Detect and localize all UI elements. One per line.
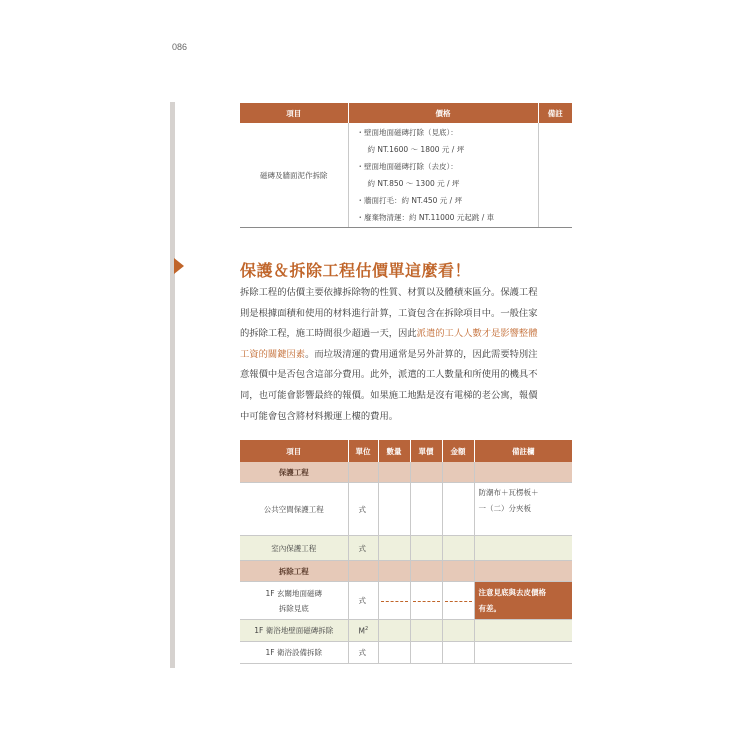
unit-cell: 式 [348, 642, 378, 664]
header-note: 備註 [538, 103, 572, 123]
table-row [240, 123, 572, 228]
item-cell: 公共空間保護工程 [240, 483, 348, 536]
item-cell: 1F 衛浴地壁面磁磚拆除 [240, 620, 348, 642]
header-amount: 金額 [442, 440, 474, 462]
price-line: ・牆面打毛：約 NT.450 元 / 坪 [356, 196, 463, 205]
table-row [240, 642, 572, 664]
item-line: 拆除見底 [278, 603, 309, 613]
highlight-text: 工資的關鍵因素 [240, 348, 306, 360]
remarks-line: 注意見底與去皮價格 [478, 587, 546, 597]
price-line: 約 NT.1600 ～ 1800 元 / 坪 [367, 145, 465, 154]
table-row [240, 536, 572, 561]
page-number: 086 [172, 42, 188, 52]
header-item: 項目 [240, 440, 348, 462]
item-cell [240, 582, 348, 620]
header-quantity: 數量 [378, 440, 410, 462]
table-header-row [240, 103, 572, 123]
unit-cell: 式 [348, 483, 378, 536]
remarks-cell [474, 483, 572, 536]
price-line: 約 NT.850 ～ 1300 元 / 坪 [367, 179, 460, 188]
header-unit: 單位 [348, 440, 378, 462]
header-price: 價格 [348, 103, 538, 123]
dashed-connector [410, 582, 442, 620]
section-title: 保護＆拆除工程估價單這麼看！ [240, 261, 472, 280]
category-label: 拆除工程 [240, 561, 348, 582]
paragraph-line [240, 345, 574, 366]
unit-cell [348, 620, 378, 642]
unit-cell: 式 [348, 582, 378, 620]
paragraph-line: 則是根據面積和使用的材料進行計算，工資包含在拆除項目中。一般住家 [240, 307, 538, 319]
price-line: ・壁面地面磁磚打除（見底）： [356, 128, 458, 137]
margin-bar [170, 102, 175, 668]
category-label: 保護工程 [240, 462, 348, 483]
remarks-callout [474, 582, 572, 620]
paragraph-line [240, 324, 574, 345]
item-cell: 磁磚及牆面泥作拆除 [240, 123, 348, 228]
item-cell: 室內保護工程 [240, 536, 348, 561]
unit-cell: 式 [348, 536, 378, 561]
body-paragraph [240, 283, 574, 427]
estimate-table [240, 440, 572, 664]
table-row [240, 620, 572, 642]
paragraph-line: 拆除工程的估價主要依據拆除物的性質、材質以及體積來區分。保護工程 [240, 287, 538, 298]
dashed-connector [442, 582, 474, 620]
remarks-line: 有差。 [478, 603, 501, 613]
paragraph-text: 。而垃圾清運的費用通常是另外計算的，因此需要特別注 [305, 348, 538, 360]
item-line: 1F 玄關地面磁磚 [265, 588, 322, 598]
header-remarks: 備註欄 [474, 440, 572, 462]
paragraph-line: 意報價中是否包含這部分費用。此外，派遣的工人數量和所使用的機具不 [240, 369, 538, 381]
category-row [240, 462, 572, 483]
price-line: ・廢棄物清運：約 NT.11000 元起跳 / 車 [356, 213, 495, 222]
price-line: ・壁面地面磁磚打除（去皮）： [356, 162, 458, 171]
paragraph-text: 的拆除工程，施工時間很少超過一天，因此 [240, 328, 417, 340]
demolition-price-table [240, 103, 572, 228]
item-cell: 1F 衛浴設備拆除 [240, 642, 348, 664]
highlight-text: 派遣的工人人數才是影響整體 [416, 328, 538, 340]
paragraph-line: 同，也可能會影響最終的報價。如果施工地點是沒有電梯的老公寓，報價 [240, 389, 538, 401]
header-item: 項目 [240, 103, 348, 123]
header-unit-price: 單價 [410, 440, 442, 462]
category-row [240, 561, 572, 582]
unit-text: M [358, 626, 365, 636]
dashed-connector [378, 582, 410, 620]
note-cell [538, 123, 572, 228]
remarks-line: 一（二）分夾板 [478, 504, 531, 513]
table-row [240, 582, 572, 620]
section-arrow-icon [174, 258, 184, 274]
table-row [240, 483, 572, 536]
table-header-row [240, 440, 572, 462]
unit-superscript: 2 [364, 625, 369, 632]
price-cell [348, 123, 538, 228]
paragraph-line: 中可能會包含將材料搬運上樓的費用。 [240, 410, 399, 422]
remarks-line: 防潮布＋瓦楞板＋ [478, 488, 539, 497]
